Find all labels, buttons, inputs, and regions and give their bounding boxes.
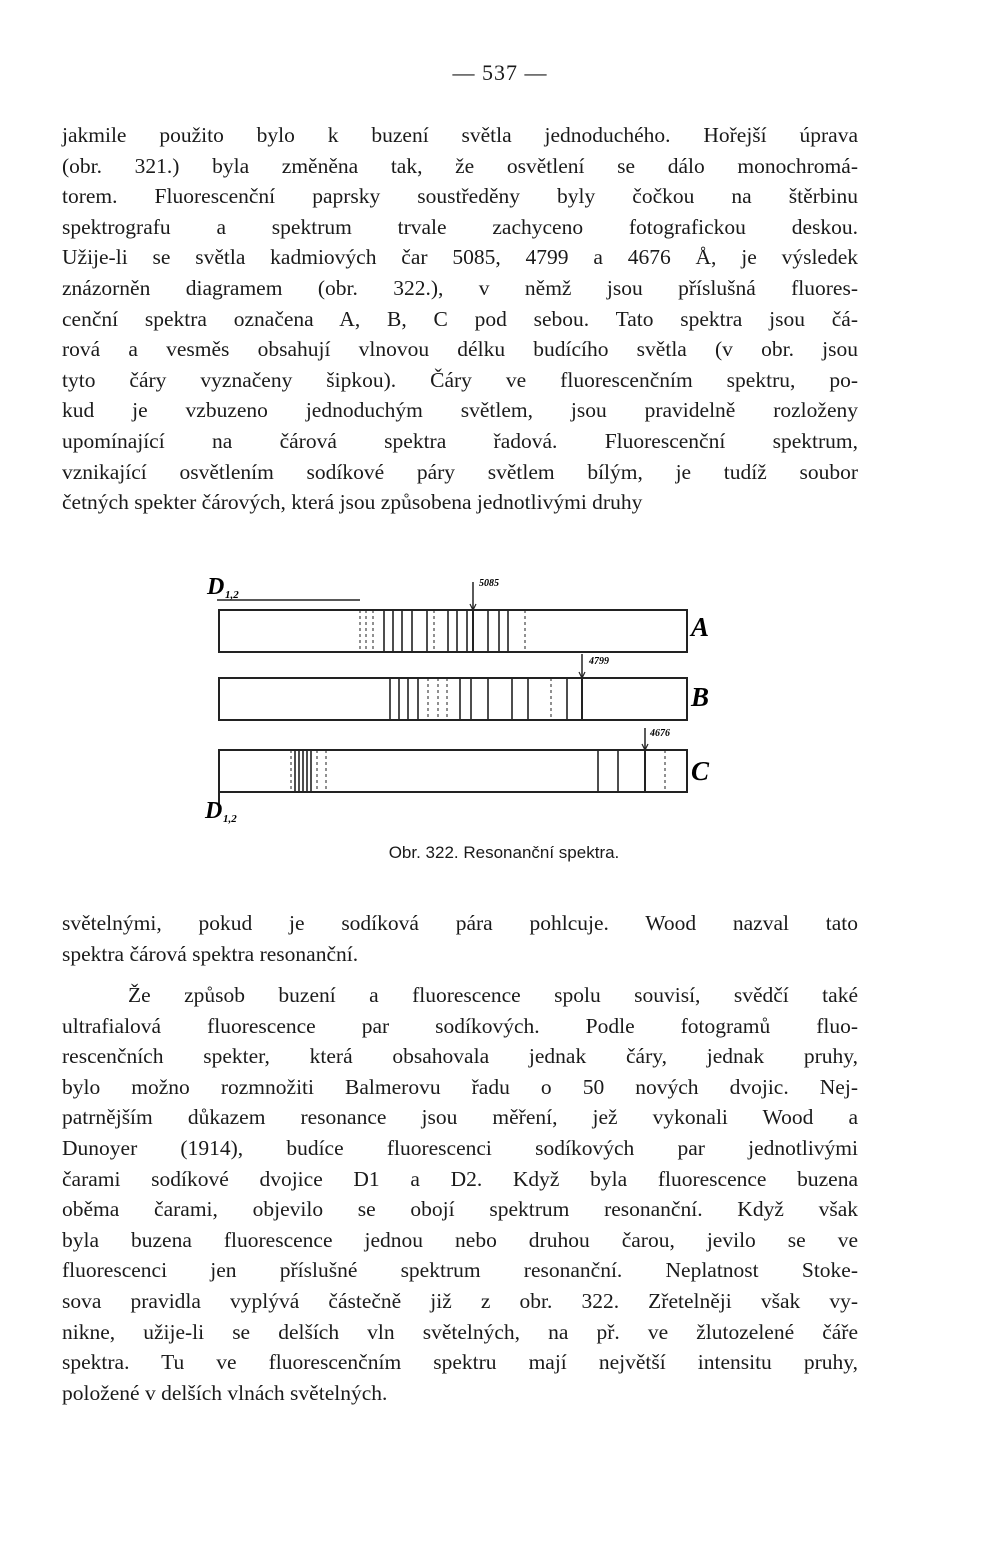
label-spectrum-b: B — [691, 682, 710, 712]
text-line: znázorněn diagramem (obr. 322.), v němž jsou příslušná fluores- — [62, 275, 858, 300]
label-d12-top: D — [207, 574, 225, 600]
text-line: cenční spektra označena A, B, C pod sebou. Tato spektra jsou čá- — [62, 306, 858, 331]
figure-322 — [195, 560, 735, 830]
text-line: sova pravidla vyplývá částečně již z obr. 322. Zřetelněji však vy- — [62, 1288, 858, 1313]
text-line: (obr. 321.) byla změněna tak, že osvětlení se dálo monochromá- — [62, 153, 858, 178]
spectrum-a-frame — [219, 610, 687, 652]
paragraph-1 — [62, 120, 858, 518]
label-d12-bottom-sub: 1,2 — [223, 813, 237, 825]
spectrum-c-lines — [291, 750, 665, 792]
paragraph-3 — [62, 980, 858, 1408]
text-line: vznikající osvětlením sodíkové páry světlem bílým, je tudíž soubor — [62, 459, 858, 484]
text-line: položené v delších vlnách světelných. — [62, 1380, 388, 1405]
figure-caption: Obr. 322. Resonanční spektra. — [388, 843, 620, 862]
text-line: bylo možno rozmnožiti Balmerovu řadu o 50 nových dvojic. Nej- — [62, 1074, 858, 1099]
text-line: byla buzena fluorescence jednou nebo druhou čarou, jevilo se ve — [62, 1227, 858, 1252]
text-line: fluorescenci jen příslušné spektrum resonanční. Neplatnost Stoke- — [62, 1258, 858, 1283]
text-line: světelnými, pokud je sodíková pára pohlcuje. Wood nazval tato — [62, 911, 858, 935]
text-line: čarami sodíkové dvojice D1 a D2. Když byla fluorescence buzena — [62, 1166, 858, 1191]
text-line: četných spekter čárových, která jsou způsobena jednotlivými druhy — [62, 490, 643, 515]
spectrum-a-lines — [360, 610, 525, 652]
wavelength-5085: 5085 — [479, 578, 499, 589]
text-line: Že způsob buzení a fluorescence spolu souvisí, svědčí také — [128, 983, 858, 1007]
spectrum-c-frame — [219, 750, 687, 792]
text-line: torem. Fluorescenční paprsky soustředěny byly čočkou na štěrbinu — [62, 184, 858, 209]
text-line: kud je vzbuzeno jednoduchým světlem, jsou pravidelně rozloženy — [62, 398, 858, 423]
text-line: patrnějším důkazem resonance jsou měření, jež vykonali Wood a — [62, 1105, 858, 1130]
text-line: ultrafialová fluorescence par sodíkových. Podle fotogramů fluo- — [62, 1013, 858, 1038]
spectra-diagram — [195, 560, 735, 830]
text-line: upomínající na čárová spektra řadová. Fluorescenční spektrum, — [62, 428, 858, 453]
label-spectrum-a: A — [691, 612, 710, 642]
text-line: spektrografu a spektrum trvale zachyceno fotografickou deskou. — [62, 214, 858, 239]
label-spectrum-c: C — [691, 756, 710, 786]
text-line: oběma čarami, objevilo se obojí spektrum resonanční. Když však — [62, 1197, 858, 1222]
wavelength-4676: 4676 — [650, 728, 670, 739]
text-line: tyto čáry vyznačeny šipkou). Čáry ve fluorescenčním spektru, po- — [62, 367, 858, 392]
spectrum-b-frame — [219, 678, 687, 720]
label-d12-bottom: D — [205, 798, 223, 824]
wavelength-4799: 4799 — [589, 656, 609, 667]
text-line: rová a vesměs obsahují vlnovou délku budícího světla (v obr. jsou — [62, 337, 858, 362]
text-line: Užije-li se světla kadmiových čar 5085, 4799 a 4676 Å, je výsledek — [62, 245, 858, 270]
text-line: jakmile použito bylo k buzení světla jednoduchého. Hořejší úprava — [62, 123, 858, 147]
page-number: — 537 — — [452, 60, 548, 85]
text-line: nikne, užije-li se delších vln světelných, na př. ve žlutozelené čáře — [62, 1319, 858, 1344]
text-line: rescenčních spekter, která obsahovala jednak čáry, jednak pruhy, — [62, 1044, 858, 1069]
text-line: Dunoyer (1914), budíce fluorescenci sodíkových par jednotlivými — [62, 1135, 858, 1160]
text-line: spektra. Tu ve fluorescenčním spektru mají největší intensitu pruhy, — [62, 1350, 858, 1375]
text-line: spektra čárová spektra resonanční. — [62, 941, 359, 966]
paragraph-2 — [62, 908, 858, 969]
spectrum-b-lines — [390, 678, 582, 720]
label-d12-top-sub: 1,2 — [225, 589, 239, 601]
